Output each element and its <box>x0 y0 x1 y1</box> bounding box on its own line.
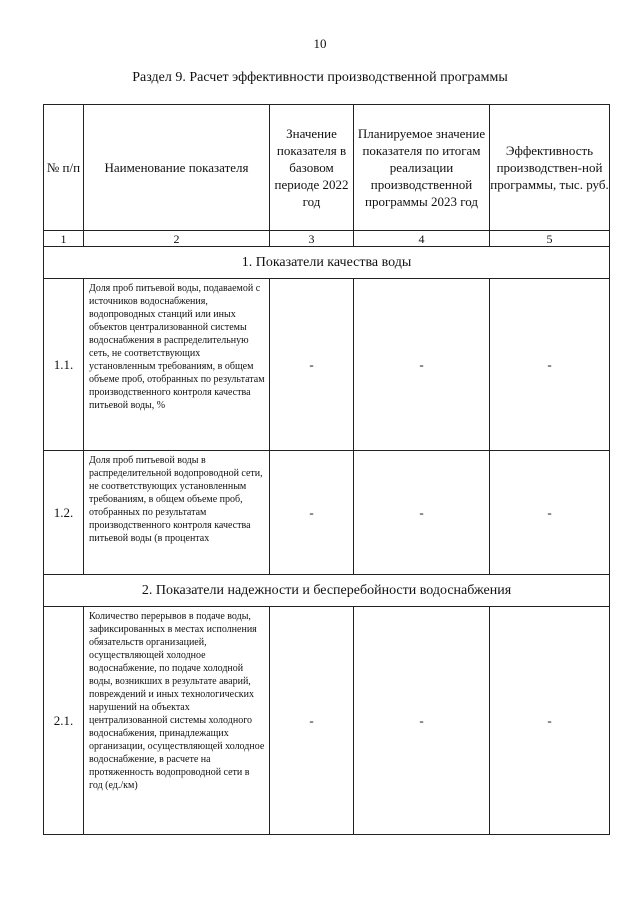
section-title: Раздел 9. Расчет эффективности производственной программы <box>132 70 508 85</box>
header-num: № п/п <box>44 105 84 231</box>
column-number: 1 <box>44 231 84 247</box>
table-row <box>44 279 610 451</box>
base-value: - <box>270 279 354 451</box>
table-row <box>44 451 610 575</box>
indicator-name: Доля проб питьевой воды, подаваемой с источников водоснабжения, водопроводных станций или иных объектов централизованной системы водоснабжения в распределительную сеть, не соответствующих установленным требованиям, в общем объеме проб, отобранных по результатам производственного контроля качества питьевой воды, % <box>84 279 270 451</box>
group-title: 1. Показатели качества воды <box>44 247 610 279</box>
planned-value: - <box>354 451 490 575</box>
planned-value: - <box>354 607 490 835</box>
header-base: Значение показателя в базовом периоде 2022 год <box>270 105 354 231</box>
table-row <box>44 607 610 835</box>
column-number-row <box>44 231 610 247</box>
efficiency-value: - <box>490 607 610 835</box>
column-number: 3 <box>270 231 354 247</box>
column-number: 5 <box>490 231 610 247</box>
efficiency-value: - <box>490 451 610 575</box>
header-planned: Планируемое значение показателя по итогам реализации производственной программы 2023 год <box>354 105 490 231</box>
header-efficiency: Эффективность производствен-ной программы, тыс. руб. <box>490 105 610 231</box>
header-name: Наименование показателя <box>84 105 270 231</box>
row-number: 1.2. <box>44 451 84 575</box>
page-number: 10 <box>313 36 327 51</box>
planned-value: - <box>354 279 490 451</box>
efficiency-value: - <box>490 279 610 451</box>
indicator-name: Доля проб питьевой воды в распределительной водопроводной сети, не соответствующих установленным требованиям, в общем объеме проб, отобранных по результатам производственного контроля качества питьевой воды (в процентах <box>84 451 270 575</box>
efficiency-table <box>43 104 610 835</box>
row-number: 2.1. <box>44 607 84 835</box>
base-value: - <box>270 607 354 835</box>
base-value: - <box>270 451 354 575</box>
group-title: 2. Показатели надежности и бесперебойности водоснабжения <box>44 575 610 607</box>
group-row <box>44 247 610 279</box>
column-number: 4 <box>354 231 490 247</box>
column-number: 2 <box>84 231 270 247</box>
header-row <box>44 105 610 231</box>
indicator-name: Количество перерывов в подаче воды, зафиксированных в местах исполнения обязательств организацией, осуществляющей холодное водоснабжение, по подаче холодной воды, возникших в результате аварий, повреждений и иных технологических нарушений на объектах централизованной системы холодного водоснабжения, принадлежащих организации, осуществляющей холодное водоснабжение, в расчете на протяженность водопроводной сети в год (ед./км) <box>84 607 270 835</box>
group-row <box>44 575 610 607</box>
row-number: 1.1. <box>44 279 84 451</box>
